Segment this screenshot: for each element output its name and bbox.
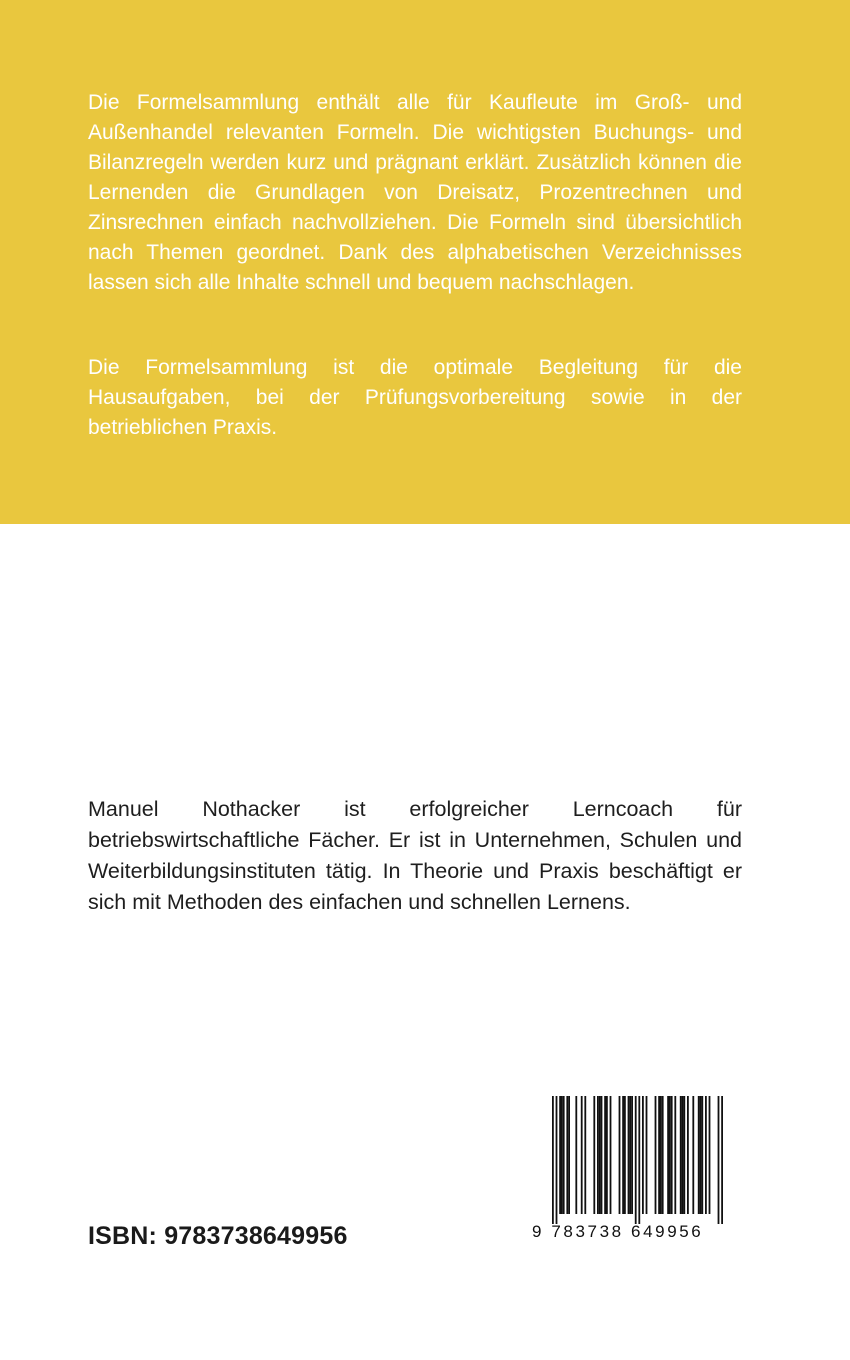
- barcode-bars: [532, 1096, 730, 1224]
- barcode-bar: [624, 1096, 626, 1214]
- barcode-bar: [556, 1096, 558, 1224]
- barcode: [532, 1096, 730, 1246]
- barcode-bar: [601, 1096, 603, 1214]
- barcode-bar: [597, 1096, 599, 1214]
- barcode-bar: [610, 1096, 612, 1214]
- barcode-bar: [606, 1096, 608, 1214]
- barcode-bar: [566, 1096, 568, 1214]
- description-paragraph-1: Die Formelsammlung enthält alle für Kaufleute im Groß- und Außenhandel relevanten Formeln. Die wichtigsten Buchungs- und Bilanzregeln werden kurz und prägnant erklärt. Zusätzlich können die Lernenden die Grundlagen von Dreisatz, Prozentrechnen und Zinsrechnen einfach nachvollziehen. Die Formeln sind übersichtlich nach Themen geordnet. Dank des alphabetischen Verzeichnisses lassen sich alle Inhalte schnell und bequem nachschlagen.: [88, 91, 742, 294]
- barcode-bar: [561, 1096, 563, 1214]
- barcode-bar: [552, 1096, 554, 1224]
- barcode-bar: [622, 1096, 624, 1214]
- barcode-bar: [674, 1096, 676, 1214]
- barcode-bar: [646, 1096, 648, 1214]
- barcode-bar: [581, 1096, 583, 1214]
- barcode-bar: [683, 1096, 685, 1214]
- barcode-bar: [638, 1096, 640, 1224]
- barcode-bar: [629, 1096, 631, 1214]
- barcode-bar: [662, 1096, 664, 1214]
- description-paragraph-2: Die Formelsammlung ist die optimale Begleitung für die Hausaufgaben, bei der Prüfungsvorbereitung sowie in der betrieblichen Praxis.: [88, 356, 742, 439]
- barcode-bar: [568, 1096, 570, 1214]
- barcode-bar: [700, 1096, 702, 1214]
- barcode-bar: [593, 1096, 595, 1214]
- barcode-bar: [631, 1096, 633, 1214]
- barcode-bar: [599, 1096, 601, 1214]
- barcode-bar: [642, 1096, 644, 1214]
- barcode-bar: [692, 1096, 694, 1214]
- barcode-bar: [559, 1096, 561, 1214]
- barcode-bar: [682, 1096, 684, 1214]
- barcode-bar: [635, 1096, 637, 1224]
- barcode-bar: [698, 1096, 700, 1214]
- barcode-bar: [709, 1096, 711, 1214]
- barcode-digits: 9 783738 649956: [532, 1222, 704, 1241]
- barcode-bar: [628, 1096, 630, 1214]
- barcode-bar: [718, 1096, 720, 1224]
- barcode-bar: [584, 1096, 586, 1214]
- barcode-bar: [705, 1096, 707, 1214]
- barcode-bar: [604, 1096, 606, 1214]
- barcode-bar: [658, 1096, 660, 1214]
- barcode-bar: [680, 1096, 682, 1214]
- barcode-bar: [671, 1096, 673, 1214]
- barcode-bar: [701, 1096, 703, 1214]
- isbn-label: ISBN: 9783738649956: [88, 1222, 348, 1250]
- barcode-bar: [660, 1096, 662, 1214]
- barcode-bar: [563, 1096, 565, 1214]
- barcode-bar: [655, 1096, 657, 1214]
- barcode-bar: [575, 1096, 577, 1214]
- barcode-bar: [721, 1096, 723, 1224]
- barcode-bar: [687, 1096, 689, 1214]
- author-bio: Manuel Nothacker ist erfolgreicher Lerncoach für betriebswirtschaftliche Fächer. Er ist in Unternehmen, Schulen und Weiterbildungsinstituten tätig. In Theorie und Praxis beschäftigt er sich mit Methoden des einfachen und schnellen Lernens.: [88, 797, 742, 914]
- barcode-bar: [667, 1096, 669, 1214]
- barcode-bar: [669, 1096, 671, 1214]
- barcode-bar: [619, 1096, 621, 1214]
